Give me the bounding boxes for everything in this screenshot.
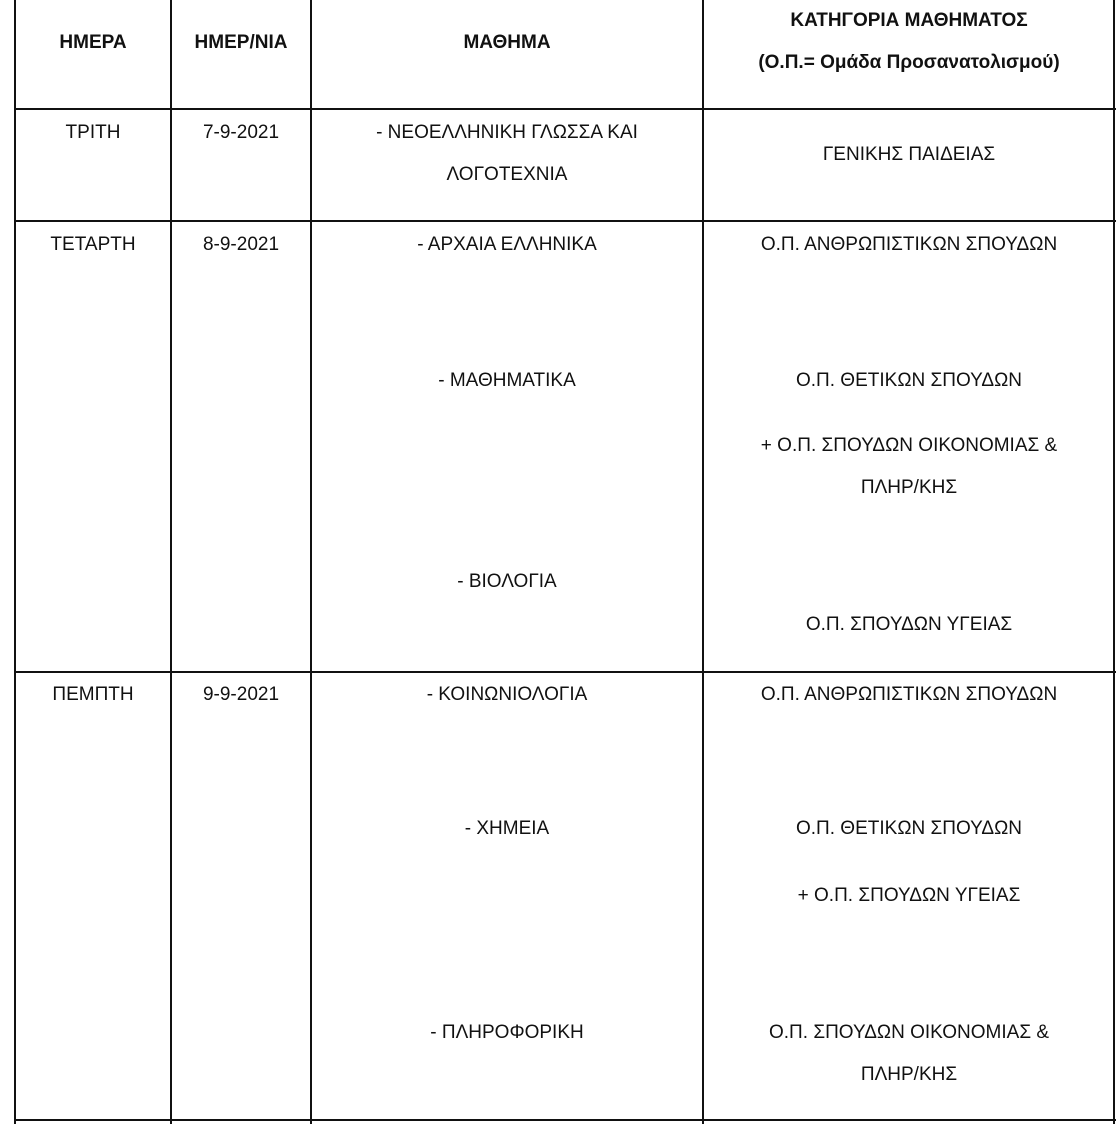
row3-category-3: + Ο.Π. ΣΠΟΥΔΩΝ ΥΓΕΙΑΣ xyxy=(797,885,1021,906)
table-border-left xyxy=(14,0,16,1124)
row3-date: 9-9-2021 xyxy=(202,684,280,705)
row1-date: 7-9-2021 xyxy=(202,122,280,143)
row-divider xyxy=(14,1119,1116,1121)
header-category: ΚΑΤΗΓΟΡΙΑ ΜΑΘΗΜΑΤΟΣ xyxy=(790,10,1028,31)
row3-day: ΠΕΜΠΤΗ xyxy=(52,684,134,705)
column-divider xyxy=(170,0,172,1124)
row2-category-4: Ο.Π. ΣΠΟΥΔΩΝ ΥΓΕΙΑΣ xyxy=(805,614,1013,635)
row3-subject-3: - ΠΛΗΡΟΦΟΡΙΚΗ xyxy=(430,1022,584,1043)
row2-category-3: + Ο.Π. ΣΠΟΥΔΩΝ ΟΙΚΟΝΟΜΙΑΣ & xyxy=(760,435,1058,456)
row3-subject-2: - ΧΗΜΕΙΑ xyxy=(464,818,550,839)
row2-date: 8-9-2021 xyxy=(202,234,280,255)
row3-category-4: Ο.Π. ΣΠΟΥΔΩΝ ΟΙΚΟΝΟΜΙΑΣ & xyxy=(768,1022,1050,1043)
row3-subject-1: - ΚΟΙΝΩΝΙΟΛΟΓΙΑ xyxy=(426,684,588,705)
header-category-note: (Ο.Π.= Ομάδα Προσανατολισμού) xyxy=(758,52,1060,73)
row2-day: ΤΕΤΑΡΤΗ xyxy=(50,234,136,255)
row2-subject-2: - ΜΑΘΗΜΑΤΙΚΑ xyxy=(438,370,576,391)
header-subject: ΜΑΘΗΜΑ xyxy=(463,32,551,53)
row2-category-2: Ο.Π. ΘΕΤΙΚΩΝ ΣΠΟΥΔΩΝ xyxy=(795,370,1023,391)
row2-subject-1: - ΑΡΧΑΙΑ ΕΛΛΗΝΙΚΑ xyxy=(417,234,597,255)
row-divider xyxy=(14,220,1116,222)
row1-day: ΤΡΙΤΗ xyxy=(65,122,121,143)
row2-subject-3: - ΒΙΟΛΟΓΙΑ xyxy=(457,571,557,592)
row1-subject-cont: ΛΟΓΟΤΕΧΝΙΑ xyxy=(446,164,568,185)
row3-category-4-cont: ΠΛΗΡ/ΚΗΣ xyxy=(860,1064,958,1085)
row2-category-1: Ο.Π. ΑΝΘΡΩΠΙΣΤΙΚΩΝ ΣΠΟΥΔΩΝ xyxy=(760,234,1058,255)
row3-category-1: Ο.Π. ΑΝΘΡΩΠΙΣΤΙΚΩΝ ΣΠΟΥΔΩΝ xyxy=(760,684,1058,705)
header-day: ΗΜΕΡΑ xyxy=(59,32,127,53)
row2-category-3-cont: ΠΛΗΡ/ΚΗΣ xyxy=(860,477,958,498)
header-date: ΗΜΕΡ/ΝΙΑ xyxy=(194,32,288,53)
row1-category: ΓΕΝΙΚΗΣ ΠΑΙΔΕΙΑΣ xyxy=(822,144,996,165)
row3-category-2: Ο.Π. ΘΕΤΙΚΩΝ ΣΠΟΥΔΩΝ xyxy=(795,818,1023,839)
row-divider xyxy=(14,671,1116,673)
row1-subject: - ΝΕΟΕΛΛΗΝΙΚΗ ΓΛΩΣΣΑ ΚΑΙ xyxy=(376,122,638,143)
row-divider xyxy=(14,108,1116,110)
